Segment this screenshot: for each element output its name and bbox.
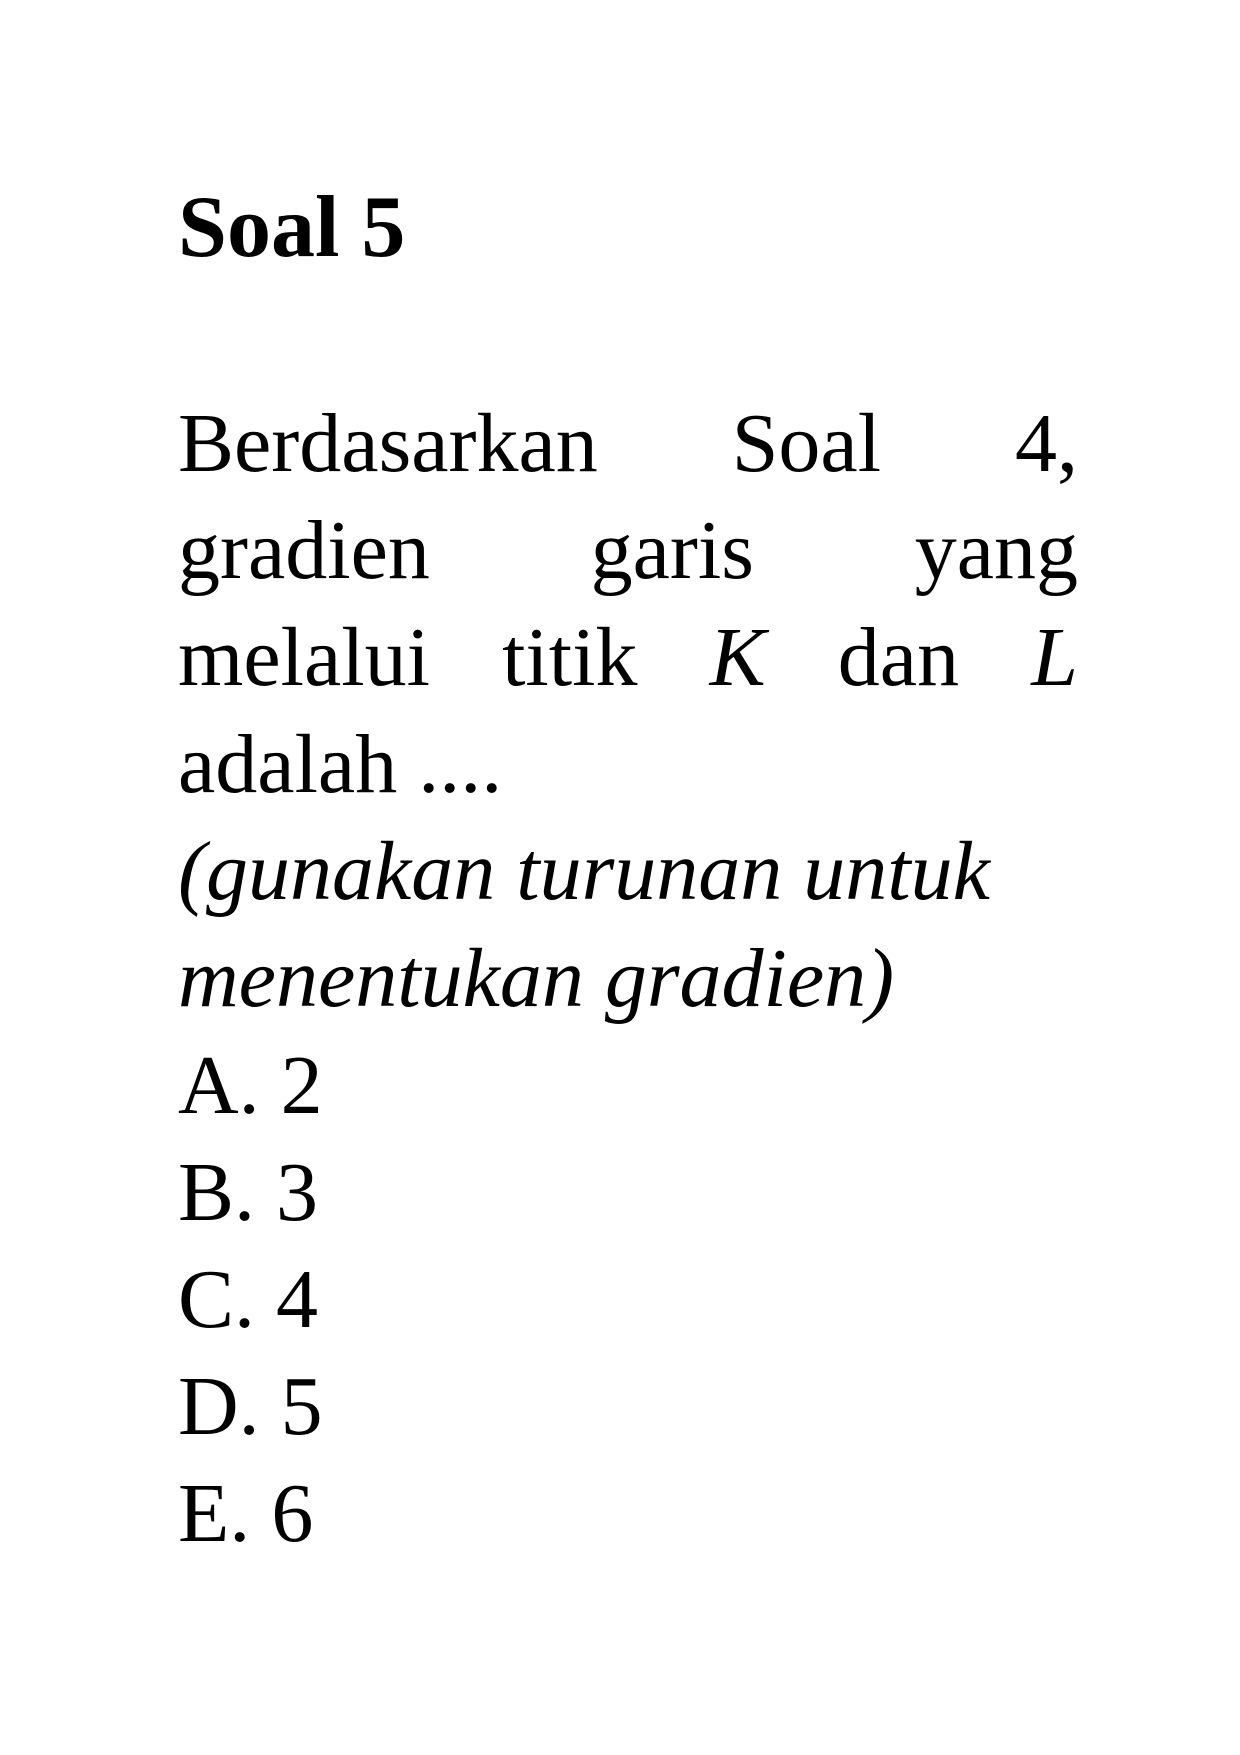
question-word: titik <box>502 611 638 704</box>
question-word: 4, <box>1014 397 1078 490</box>
question-word: garis <box>590 504 754 597</box>
option-a <box>178 1032 323 1139</box>
option-label: A. <box>178 1039 260 1132</box>
option-value: 6 <box>271 1467 314 1560</box>
option-value: 4 <box>276 1253 319 1346</box>
question-line <box>178 604 1078 711</box>
option-value: 3 <box>276 1146 319 1239</box>
hint-line: menentukan gradien) <box>178 932 895 1025</box>
option-b <box>178 1139 323 1246</box>
question-text <box>178 390 1078 1032</box>
option-value: 5 <box>280 1360 323 1453</box>
question-word: dan <box>837 611 960 704</box>
question-line <box>178 497 1078 604</box>
option-label: B. <box>178 1146 256 1239</box>
question-word: Berdasarkan <box>178 397 598 490</box>
option-label: C. <box>178 1253 256 1346</box>
option-c <box>178 1246 323 1353</box>
question-word: Soal <box>731 397 882 490</box>
option-d <box>178 1353 323 1460</box>
question-word: yang <box>914 504 1078 597</box>
point-k-variable: K <box>709 611 766 704</box>
option-e <box>178 1460 323 1567</box>
question-line <box>178 390 1078 497</box>
option-label: D. <box>178 1360 260 1453</box>
answer-options <box>178 1032 323 1567</box>
hint-line: (gunakan turunan untuk <box>178 825 990 918</box>
point-l-variable: L <box>1031 611 1078 704</box>
question-word: melalui <box>178 611 430 704</box>
option-value: 2 <box>280 1039 323 1132</box>
option-label: E. <box>178 1467 251 1560</box>
question-line: adalah .... <box>178 718 503 811</box>
question-title: Soal 5 <box>178 179 406 276</box>
question-word: gradien <box>178 504 430 597</box>
